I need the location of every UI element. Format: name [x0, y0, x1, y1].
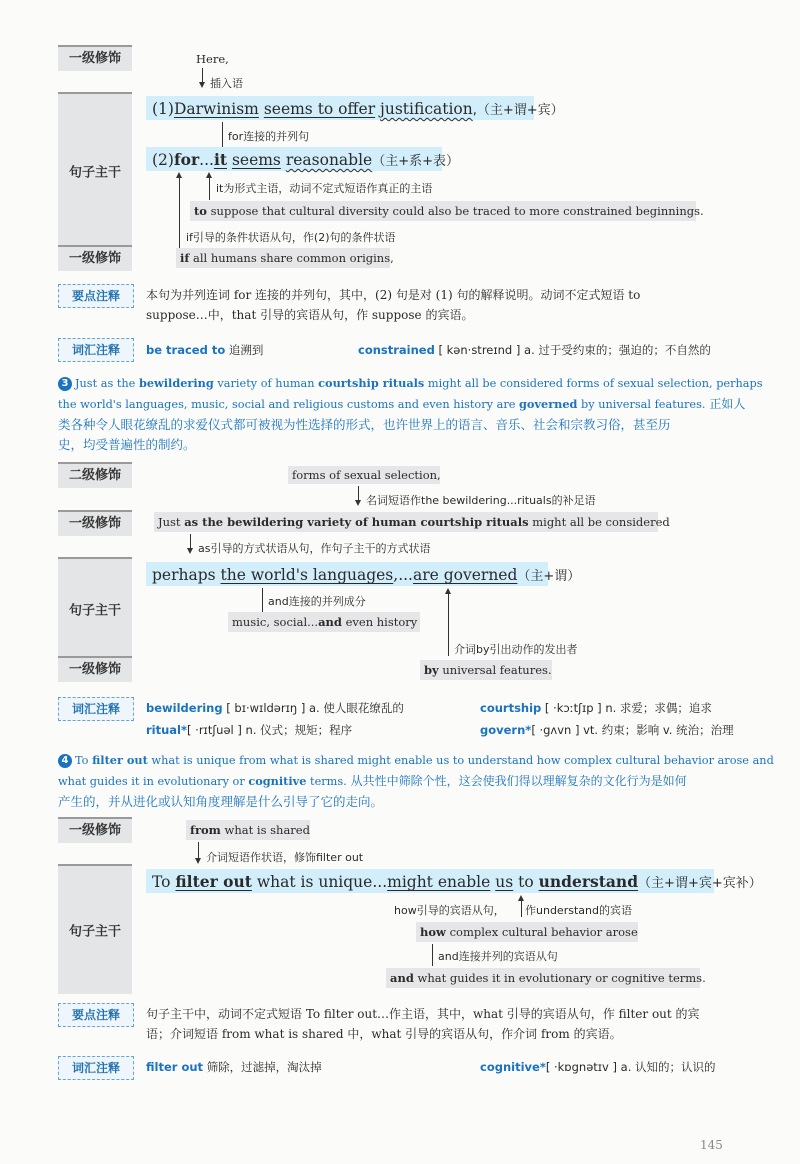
label-zhugan-2: 句子主干: [58, 557, 132, 659]
label-yiji-4: 一级修饰: [58, 656, 132, 682]
label-yaodian-1: 要点注释: [58, 284, 134, 308]
label-zhugan-1: 句子主干: [58, 92, 132, 248]
s3-paragraph: 3 Just as the bewildering variety of human courtship rituals might all be considered forms of sexual selection, perhaps the world's languages, music, social and religious customs and even history are governed by universal features. 正如人 类各种令人眼花缭乱的求爱仪式都可被视为性选择的形式，也许世界上的语言、音乐、社会和宗教习俗，甚至历 史，均受普遍性的制约。: [58, 376, 763, 452]
s4-paragraph: 4 To filter out what is unique from what is shared might enable us to understand how complex cultural behavior arose and what guides it in evolutionary or cognitive terms. 从共性中筛除个性，这会使我们得以理解复杂的文化行为是如何 产生的，并从进化或认知角度理解是什么引导了它的走向。: [58, 753, 774, 809]
s2-main-line1: (1)Darwinism seems to offer justification,（主+谓+宾）: [152, 100, 564, 118]
label-yiji-1: 一级修饰: [58, 45, 132, 71]
chaoru-note: 插入语: [210, 77, 243, 90]
vocab-cognitive: cognitive*[ ·kɒgnətɪv ] a. 认知的；认识的: [480, 1060, 716, 1074]
just-as-clause: Just as the bewildering variety of human courtship rituals might all be considered: [158, 515, 670, 529]
mingci-note: 名词短语作the bewildering...rituals的补足语: [366, 494, 596, 507]
how-clause: how complex cultural behavior arose: [420, 925, 638, 939]
label-yaodian-2: 要点注释: [58, 1003, 134, 1027]
label-erji: 二级修饰: [58, 462, 132, 488]
label-yiji-2: 一级修饰: [58, 245, 132, 271]
music-phrase: music, social...and even history: [232, 615, 418, 629]
label-cihui-1: 词汇注释: [58, 338, 134, 362]
how-note: how引导的宾语从句，: [394, 904, 505, 917]
jieci-note: 介词短语作状语，修饰filter out: [206, 851, 364, 864]
forms-text: forms of sexual selection,: [292, 468, 441, 482]
vocab-ritual: ritual*[ ·rɪtʃuəl ] n. 仪式；规矩；程序: [146, 723, 353, 737]
label-yiji-5: 一级修饰: [58, 817, 132, 843]
label-yiji-3: 一级修饰: [58, 510, 132, 536]
yaodian-1-text: 本句为并列连词 for 连接的并列句，其中，(2) 句是对 (1) 句的解释说明。动词不定式短语 to suppose…中，that 引导的宾语从句，作 suppose 的宾语。: [146, 288, 641, 322]
vocab-constrained: constrained [ kən·streɪnd ] a. 过于受约束的；强迫的；不自然的: [358, 343, 711, 357]
vocab-be-traced-to: be traced to 追溯到: [146, 343, 264, 357]
and-clause: and what guides it in evolutionary or cognitive terms.: [390, 971, 706, 985]
from-phrase: from what is shared: [190, 823, 310, 837]
page-number: 145: [700, 1138, 723, 1152]
s3-main: perhaps the world's languages,...are governed（主+谓）: [152, 566, 581, 584]
under-note: 作understand的宾语: [525, 904, 632, 917]
vocab-courtship: courtship [ ·kɔːtʃɪp ] n. 求爱；求偶；追求: [480, 701, 712, 715]
label-cihui-2: 词汇注释: [58, 697, 134, 721]
s2-main-line2: (2)for...it seems reasonable（主+系+表）: [152, 150, 460, 169]
jie-note: 介词by引出动作的发出者: [454, 643, 578, 656]
if-clause: if all humans share common origins,: [180, 251, 394, 265]
and-note-4: and连接并列的宾语从句: [438, 950, 558, 963]
here-text: Here,: [196, 52, 229, 66]
yaodian-2-text: 句子主干中，动词不定式短语 To filter out…作主语，其中，what 引导的宾语从句，作 filter out 的宾 语；介词短语 from what is shared 中，what 引导的宾语从句，作介词 from 的宾语。: [146, 1007, 700, 1041]
as-note: as引导的方式状语从句，作句子主干的方式状语: [198, 542, 431, 555]
label-zhugan-3: 句子主干: [58, 864, 132, 994]
it-note: it为形式主语，动词不定式短语作真正的主语: [216, 182, 433, 195]
vocab-bewildering: bewildering [ bɪ·wɪldərɪŋ ] a. 使人眼花缭乱的: [146, 701, 404, 715]
vocab-govern: govern*[ ·gʌvn ] vt. 约束；影响 v. 统治；治理: [480, 723, 734, 737]
by-phrase: by universal features.: [424, 663, 552, 677]
and-note-3: and连接的并列成分: [268, 595, 366, 608]
vocab-filter-out: filter out 筛除，过滤掉，淘汰掉: [146, 1060, 322, 1074]
to-phrase: to suppose that cultural diversity could also be traced to more constrained beginnings.: [194, 204, 704, 218]
label-cihui-3: 词汇注释: [58, 1056, 134, 1080]
s4-main: To filter out what is unique...might enable us to understand（主+谓+宾+宾补）: [152, 872, 762, 891]
for-note: for连接的并列句: [228, 130, 310, 143]
if-note: if引导的条件状语从句，作(2)句的条件状语: [186, 231, 396, 244]
